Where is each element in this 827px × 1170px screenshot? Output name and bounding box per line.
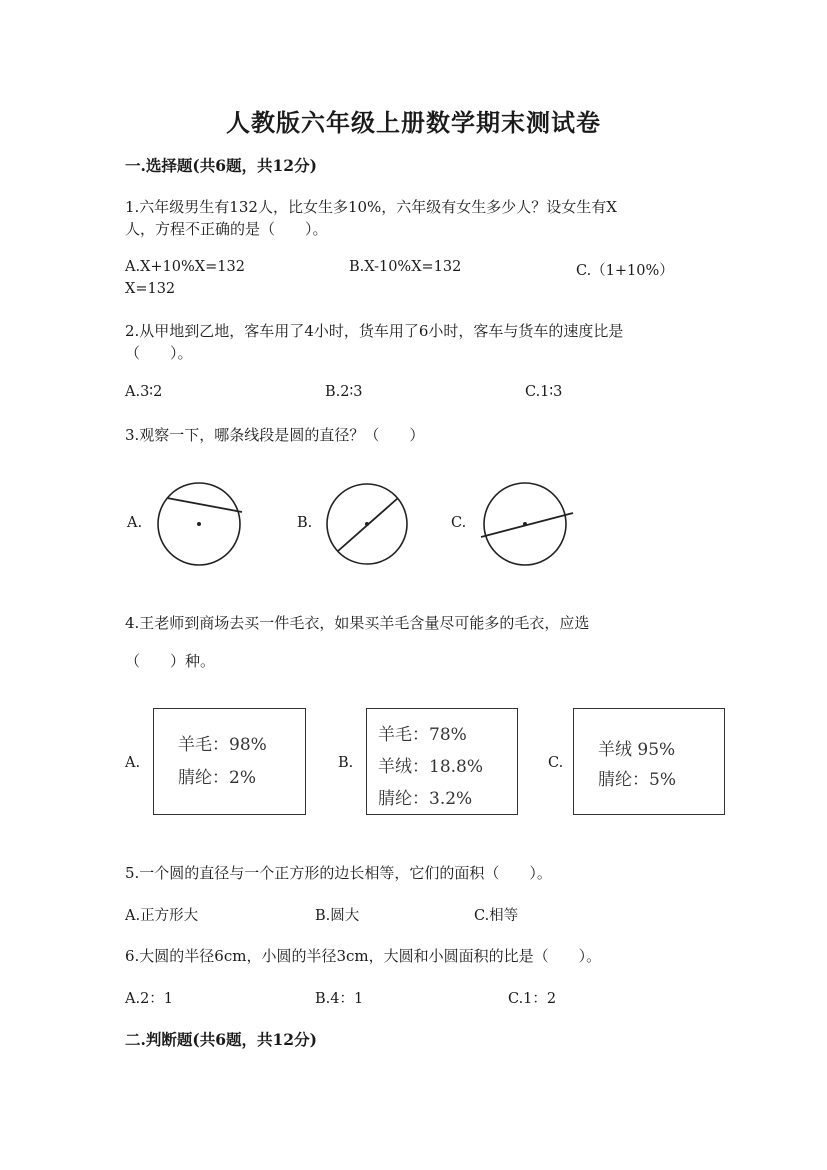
question-4-option-a: A. xyxy=(125,755,141,771)
question-2-option-a: A.3∶2 xyxy=(125,384,163,400)
question-2-option-b: B.2∶3 xyxy=(325,384,363,400)
question-2-line-1: 2.从甲地到乙地，客车用了4小时，货车用了6小时，客车与货车的速度比是 xyxy=(125,322,624,340)
question-4-option-c: C. xyxy=(548,755,564,771)
section-heading-choice: 一.选择题(共6题，共12分) xyxy=(125,156,317,175)
question-2-option-c: C.1∶3 xyxy=(525,384,563,400)
label-b-wool: 羊毛：78% xyxy=(378,725,467,745)
question-5-text: 5.一个圆的直径与一个正方形的边长相等，它们的面积（ ）。 xyxy=(125,864,552,882)
section-heading-judgement: 二.判断题(共6题，共12分) xyxy=(125,1030,317,1049)
page-title: 人教版六年级上册数学期末测试卷 xyxy=(226,108,601,137)
question-3-option-a: A. xyxy=(127,515,143,531)
question-1-option-c-cont: X=132 xyxy=(125,281,176,297)
question-6-text: 6.大圆的半径6cm，小圆的半径3cm，大圆和小圆面积的比是（ ）。 xyxy=(125,947,602,965)
question-6-option-b: B.4：1 xyxy=(315,991,364,1007)
question-1-line-2: 人，方程不正确的是（ ）。 xyxy=(125,220,328,238)
question-3-option-b: B. xyxy=(297,515,313,531)
question-6-option-a: A.2：1 xyxy=(125,991,174,1007)
label-box-c xyxy=(573,708,725,815)
question-5-option-b: B.圆大 xyxy=(315,908,360,924)
question-6-option-c: C.1：2 xyxy=(508,991,557,1007)
question-4-option-b: B. xyxy=(338,755,354,771)
label-box-a xyxy=(153,708,306,815)
question-1-option-a: A.X+10%X=132 xyxy=(125,259,245,275)
question-5-option-c: C.相等 xyxy=(474,908,519,924)
question-2-line-2: （ ）。 xyxy=(125,344,193,362)
circle-figure-c xyxy=(475,475,585,575)
circle-figure-b xyxy=(318,475,418,575)
label-c-cashmere: 羊绒 95% xyxy=(598,740,676,760)
question-1-line-1: 1.六年级男生有132人，比女生多10%，六年级有女生多少人？设女生有X xyxy=(125,198,617,216)
question-1-option-b: B.X-10%X=132 xyxy=(349,259,462,275)
label-b-cashmere: 羊绒：18.8% xyxy=(378,757,484,777)
label-a-wool: 羊毛：98% xyxy=(178,735,267,755)
label-box-b xyxy=(366,708,518,815)
question-5-option-a: A.正方形大 xyxy=(125,908,199,924)
label-b-acrylic: 腈纶：3.2% xyxy=(378,789,473,809)
question-3-option-c: C. xyxy=(451,515,467,531)
question-1-option-c: C.（1+10%） xyxy=(576,263,674,279)
question-4-line-1: 4.王老师到商场去买一件毛衣，如果买羊毛含量尽可能多的毛衣，应选 xyxy=(125,614,590,632)
label-c-acrylic: 腈纶：5% xyxy=(598,770,676,790)
question-4-line-2: （ ）种。 xyxy=(125,652,216,670)
circle-figure-a xyxy=(150,475,250,575)
label-a-acrylic: 腈纶：2% xyxy=(178,768,256,788)
question-3-text: 3.观察一下，哪条线段是圆的直径？（ ） xyxy=(125,426,425,444)
